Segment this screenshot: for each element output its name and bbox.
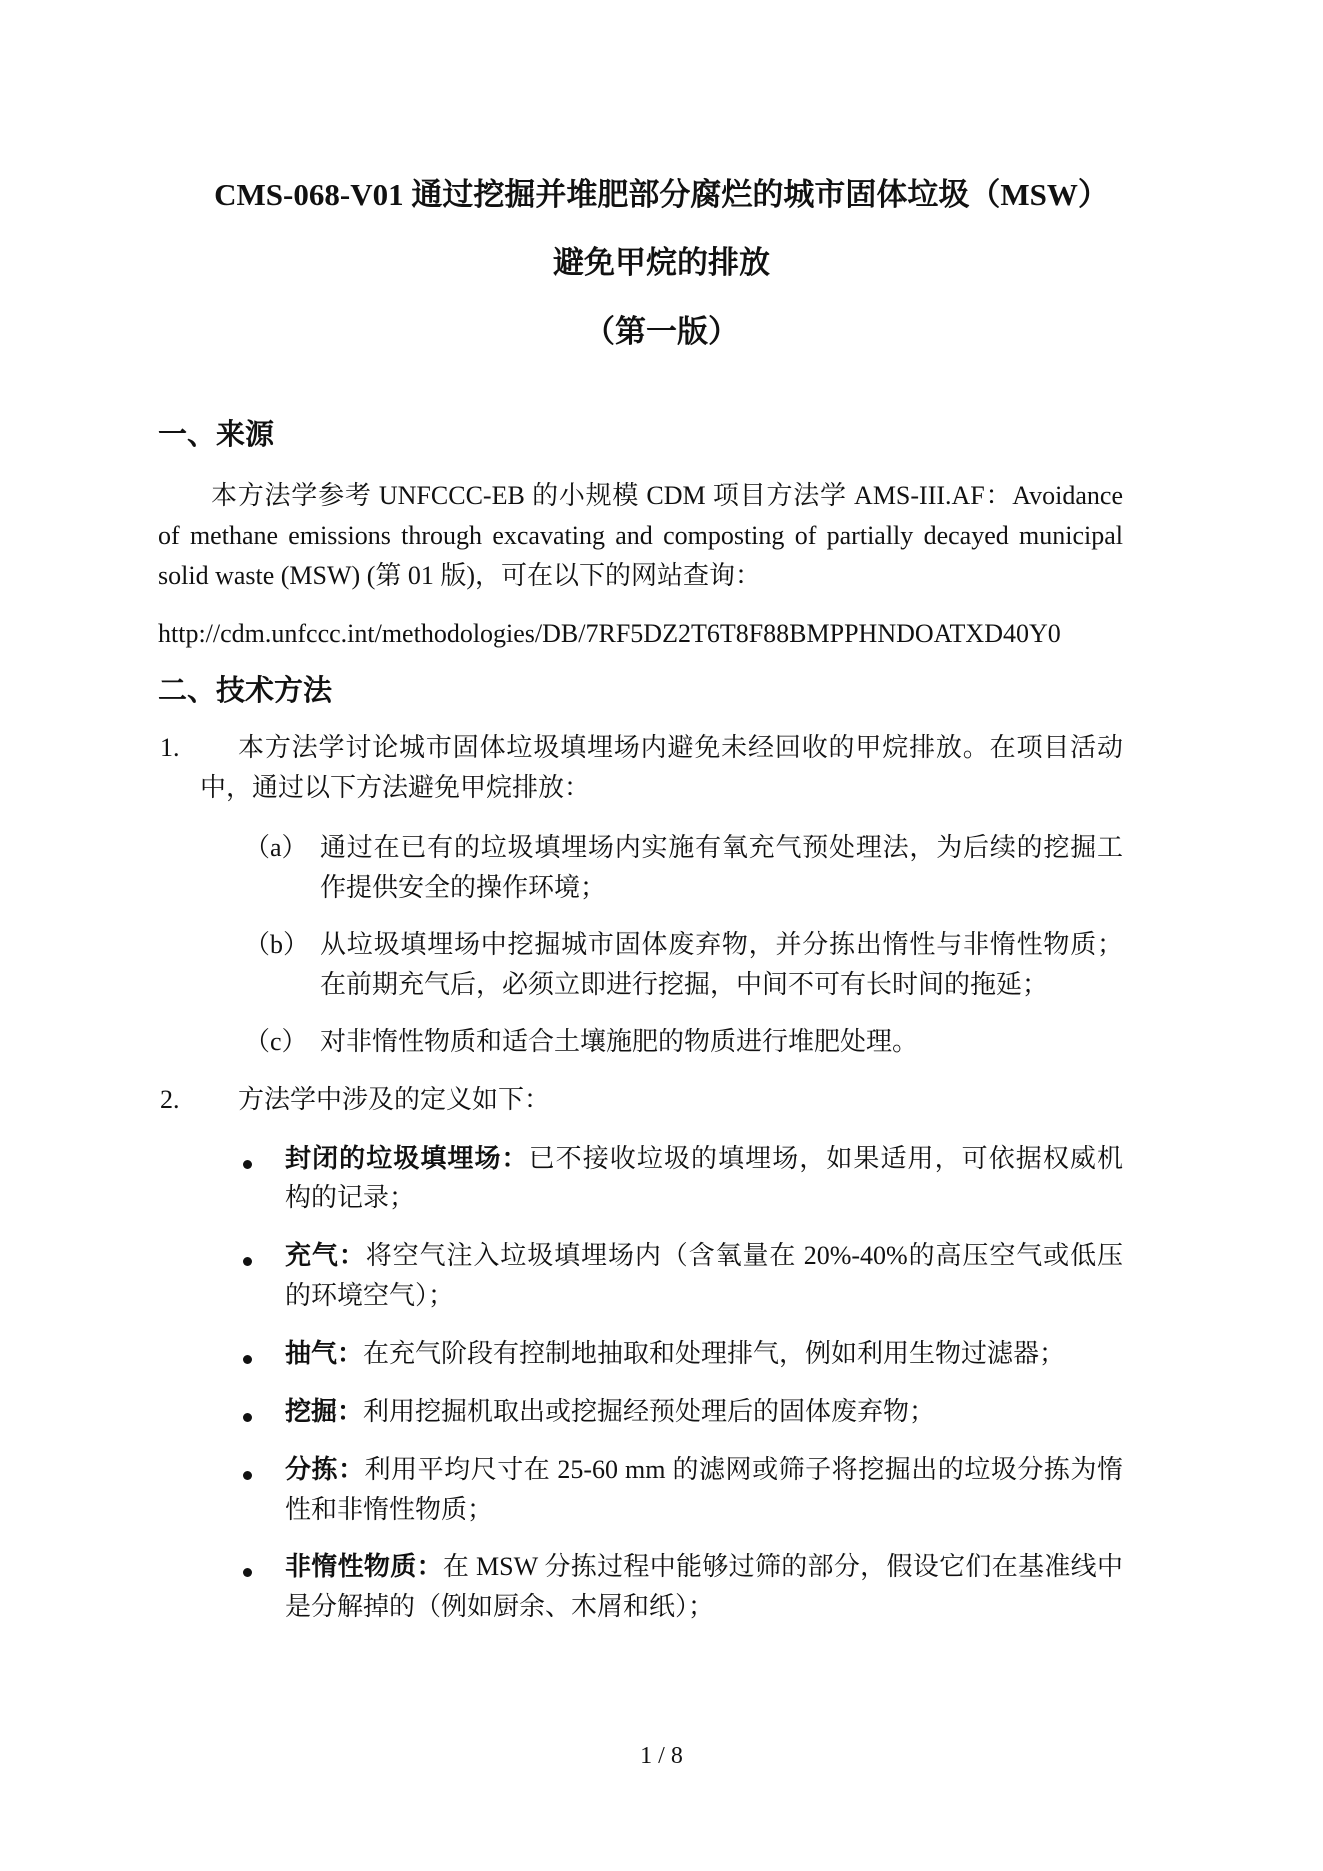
definition-separator: ： xyxy=(416,1552,443,1581)
definition-separator: ： xyxy=(337,1339,364,1368)
bullet-icon xyxy=(243,1568,252,1577)
item-1-line-2: 中，通过以下方法避免甲烷排放： xyxy=(200,773,591,802)
bullet-icon xyxy=(243,1413,252,1422)
bullet-icon xyxy=(243,1257,252,1266)
definition-non-inert xyxy=(285,1551,1123,1583)
definition-closed-landfill-cont: 构的记录； xyxy=(285,1183,416,1212)
definition-separator: ： xyxy=(338,1241,366,1270)
definition-closed-landfill xyxy=(285,1143,1123,1175)
definition-sorting xyxy=(285,1454,1123,1486)
page-number: 1 / 8 xyxy=(640,1743,683,1769)
document-version xyxy=(0,312,1323,352)
definition-term: 非惰性物质 xyxy=(285,1552,417,1581)
item-number-2: 2. xyxy=(160,1085,180,1114)
definition-text: 利用平均尺寸在 25-60 mm 的滤网或筛子将挖掘出的垃圾分拣为惰 xyxy=(364,1455,1123,1484)
subitem-label-c: （c） xyxy=(244,1027,308,1056)
definition-excavation xyxy=(285,1396,935,1428)
document-title xyxy=(0,175,1323,215)
title-line-1: CMS-068-V01 通过挖掘并堆肥部分腐烂的城市固体垃圾（MSW） xyxy=(214,177,1109,212)
section-heading-source: 一、来源 xyxy=(158,419,275,451)
definition-aeration xyxy=(285,1240,1123,1272)
definition-term: 分拣 xyxy=(285,1455,339,1484)
source-paragraph-line-3: solid waste (MSW) (第 01 版)，可在以下的网站查询： xyxy=(158,561,762,590)
item-number-1: 1. xyxy=(160,733,180,762)
definition-separator: ： xyxy=(337,1397,364,1426)
subitem-a-line-2: 作提供安全的操作环境； xyxy=(320,873,607,902)
bullet-icon xyxy=(243,1160,252,1169)
title-line-3: （第一版） xyxy=(584,314,739,349)
source-paragraph-line-2: of methane emissions through excavating and composting of partially decayed municipal xyxy=(158,521,1123,550)
definition-term: 抽气 xyxy=(285,1339,338,1368)
definition-separator: ： xyxy=(501,1144,529,1173)
subitem-a-line-1: 通过在已有的垃圾填埋场内实施有氧充气预处理法，为后续的挖掘工 xyxy=(320,833,1123,862)
document-subtitle xyxy=(0,243,1323,283)
definition-aeration-cont: 的环境空气）； xyxy=(285,1281,455,1310)
definition-extraction xyxy=(285,1338,1065,1370)
subitem-c-line-1: 对非惰性物质和适合土壤施肥的物质进行堆肥处理。 xyxy=(320,1027,919,1056)
item-1-line-1: 本方法学讨论城市固体垃圾填埋场内避免未经回收的甲烷排放。在项目活动 xyxy=(238,733,1123,762)
definition-text: 已不接收垃圾的填埋场，如果适用，可依据权威机 xyxy=(528,1144,1123,1173)
subitem-b-line-1: 从垃圾填埋场中挖掘城市固体废弃物，并分拣出惰性与非惰性物质； xyxy=(320,930,1123,959)
definition-separator: ： xyxy=(338,1455,365,1484)
definition-term: 挖掘 xyxy=(285,1397,338,1426)
definition-text: 在 MSW 分拣过程中能够过筛的部分，假设它们在基准线中 xyxy=(442,1552,1123,1581)
definition-term: 封闭的垃圾填埋场 xyxy=(285,1144,502,1173)
subitem-label-a: （a） xyxy=(244,833,308,862)
bullet-icon xyxy=(243,1355,252,1364)
title-line-2: 避免甲烷的排放 xyxy=(553,245,770,280)
definition-text: 将空气注入垃圾填埋场内（含氧量在 20%-40%的高压空气或低压 xyxy=(365,1241,1123,1270)
subitem-label-b: （b） xyxy=(244,930,310,959)
subitem-b-line-2: 在前期充气后，必须立即进行挖掘，中间不可有长时间的拖延； xyxy=(320,970,1049,999)
source-paragraph-line-1: 本方法学参考 UNFCCC-EB 的小规模 CDM 项目方法学 AMS-III.AF：Avoidance xyxy=(211,481,1123,510)
source-url[interactable]: http://cdm.unfccc.int/methodologies/DB/7RF5DZ2T6T8F88BMPPHNDOATXD40Y0 xyxy=(158,619,1061,648)
section-heading-method: 二、技术方法 xyxy=(158,675,333,707)
item-2-text: 方法学中涉及的定义如下： xyxy=(238,1085,551,1114)
definition-text: 在充气阶段有控制地抽取和处理排气，例如利用生物过滤器； xyxy=(363,1339,1066,1368)
definition-non-inert-cont: 是分解掉的（例如厨余、木屑和纸）； xyxy=(285,1592,715,1621)
definition-term: 充气 xyxy=(285,1241,339,1270)
bullet-icon xyxy=(243,1471,252,1480)
definition-text: 利用挖掘机取出或挖掘经预处理后的固体废弃物； xyxy=(363,1397,936,1426)
definition-sorting-cont: 性和非惰性物质； xyxy=(285,1495,494,1524)
